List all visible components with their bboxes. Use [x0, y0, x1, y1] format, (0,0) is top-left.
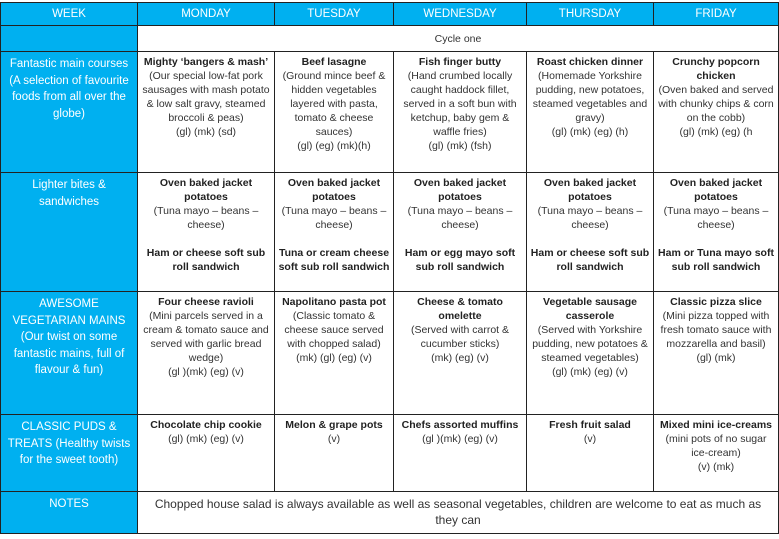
dish-title: Vegetable sausage casserole [543, 296, 637, 322]
dish-title: Four cheese ravioli [158, 296, 254, 308]
allergen-codes: (mk) (gl) (eg) (v) [296, 352, 372, 364]
dish-title: Chefs assorted muffins [401, 419, 519, 431]
dish-description: (mini pots of no sugar ice-cream) [665, 433, 767, 459]
sandwich-option: Ham or cheese soft sub roll sandwich [146, 247, 266, 273]
row-label: AWESOME VEGETARIAN MAINS (Our twist on some fantastic mains, full of flavour & fun) [1, 292, 138, 415]
allergen-codes: (gl) (mk) (eg) (v) [552, 366, 628, 378]
dish-title: Oven baked jacket potatoes [413, 177, 507, 203]
allergen-codes: (gl) (mk) (sd) [175, 126, 237, 138]
menu-cell [275, 415, 394, 492]
menu-cell [138, 173, 275, 292]
menu-table [0, 2, 779, 534]
sandwich-option: Ham or Tuna mayo soft sub roll sandwich [658, 247, 774, 273]
menu-row-lighter-bites [1, 173, 779, 292]
menu-row-puds-treats [1, 415, 779, 492]
dish-description: (Tuna mayo – beans – cheese) [153, 205, 259, 231]
notes-row [1, 492, 779, 534]
notes-label: NOTES [1, 492, 138, 534]
day-header-monday: MONDAY [138, 3, 275, 26]
allergen-codes: (gl) (eg) (mk)(h) [297, 140, 371, 152]
dish-title: Fresh fruit salad [549, 419, 631, 431]
dish-title: Oven baked jacket potatoes [543, 177, 637, 203]
dish-description: (Tuna mayo – beans – cheese) [663, 205, 769, 231]
menu-cell [138, 52, 275, 173]
allergen-codes: (gl) (mk) (eg) (h [679, 126, 753, 138]
dish-description: (Homemade Yorkshire pudding, new potatoes, steamed vegetables and gravy) [532, 70, 648, 124]
day-header-tuesday: TUESDAY [275, 3, 394, 26]
dish-description: (Tuna mayo – beans – cheese) [537, 205, 643, 231]
cycle-side-cell [1, 26, 138, 52]
menu-row-vegetarian-mains [1, 292, 779, 415]
dish-title: Napolitano pasta pot [282, 296, 386, 308]
menu-cell [394, 415, 527, 492]
dish-description: (Served with Yorkshire pudding, new potatoes & steamed vegetables) [532, 324, 648, 364]
dish-title: Mighty ‘bangers & mash’ [143, 56, 269, 68]
day-header-thursday: THURSDAY [527, 3, 654, 26]
week-header: WEEK [1, 3, 138, 26]
row-label: Lighter bites & sandwiches [1, 173, 138, 292]
dish-title: Oven baked jacket potatoes [287, 177, 381, 203]
dish-description: (Oven baked and served with chunky chips & corn on the cobb) [658, 84, 774, 124]
allergen-codes: (v) [583, 433, 597, 445]
sandwich-option: Tuna or cream cheese soft sub roll sandwich [278, 247, 390, 273]
dish-description: (Mini pizza topped with fresh tomato sauce with mozzarella and basil) [660, 310, 772, 350]
menu-cell [654, 415, 779, 492]
allergen-codes: (v) (mk) [697, 461, 735, 473]
dish-title: Beef lasagne [301, 56, 367, 68]
menu-row-main-courses [1, 52, 779, 173]
row-label: Fantastic main courses (A selection of favourite foods from all over the globe) [1, 52, 138, 173]
menu-cell [275, 52, 394, 173]
menu-cell [394, 52, 527, 173]
allergen-codes: (gl) (mk) (eg) (v) [168, 433, 244, 445]
notes-text: Chopped house salad is always available as well as seasonal vegetables, children are welcome to eat as much as they can [138, 492, 779, 534]
day-header-wednesday: WEDNESDAY [394, 3, 527, 26]
cycle-row [1, 26, 779, 52]
row-label: CLASSIC PUDS & TREATS (Healthy twists for the sweet tooth) [1, 415, 138, 492]
dish-title: Cheese & tomato omelette [417, 296, 503, 322]
menu-cell [654, 52, 779, 173]
dish-title: Classic pizza slice [670, 296, 762, 308]
menu-cell [275, 173, 394, 292]
allergen-codes: (gl) (mk) (fsh) [428, 140, 492, 152]
menu-cell [394, 292, 527, 415]
header-row [1, 3, 779, 26]
menu-cell [654, 173, 779, 292]
dish-title: Roast chicken dinner [536, 56, 644, 68]
menu-cell [138, 292, 275, 415]
menu-cell [527, 52, 654, 173]
sandwich-option: Ham or cheese soft sub roll sandwich [530, 247, 650, 273]
dish-description: (Hand crumbed locally caught haddock fillet, served in a soft bun with ketchup, baby gem & waffle fries) [403, 70, 517, 138]
menu-cell [394, 173, 527, 292]
dish-description: (Tuna mayo – beans – cheese) [281, 205, 387, 231]
menu-cell [275, 292, 394, 415]
dish-description: (Ground mince beef & hidden vegetables layered with pasta, tomato & cheese sauces) [282, 70, 386, 138]
allergen-codes: (gl )(mk) (eg) (v) [422, 433, 498, 445]
menu-cell [138, 415, 275, 492]
dish-description: (Served with carrot & cucumber sticks) [410, 324, 510, 350]
dish-description: (Tuna mayo – beans – cheese) [407, 205, 513, 231]
dish-description: (Mini parcels served in a cream & tomato sauce and served with garlic bread wedge) [143, 310, 269, 364]
menu-cell [527, 415, 654, 492]
cycle-label: Cycle one [138, 26, 779, 52]
dish-description: (Our special low-fat pork sausages with mash potato & low salt gravy, steamed broccoli & peas) [142, 70, 270, 124]
menu-cell [527, 173, 654, 292]
allergen-codes: (gl) (mk) [696, 352, 736, 364]
dish-title: Fish finger butty [418, 56, 502, 68]
allergen-codes: (gl) (mk) (eg) (h) [551, 126, 629, 138]
dish-title: Crunchy popcorn chicken [672, 56, 760, 82]
allergen-codes: (v) [327, 433, 341, 445]
sandwich-option: Ham or egg mayo soft sub roll sandwich [404, 247, 516, 273]
menu-cell [654, 292, 779, 415]
menu-cell [527, 292, 654, 415]
dish-title: Oven baked jacket potatoes [669, 177, 763, 203]
allergen-codes: (gl )(mk) (eg) (v) [168, 366, 244, 378]
dish-title: Mixed mini ice-creams [659, 419, 773, 431]
allergen-codes: (mk) (eg) (v) [431, 352, 489, 364]
dish-description: (Classic tomato & cheese sauce served with chopped salad) [284, 310, 384, 350]
dish-title: Oven baked jacket potatoes [159, 177, 253, 203]
dish-title: Melon & grape pots [285, 419, 383, 431]
dish-title: Chocolate chip cookie [150, 419, 262, 431]
day-header-friday: FRIDAY [654, 3, 779, 26]
